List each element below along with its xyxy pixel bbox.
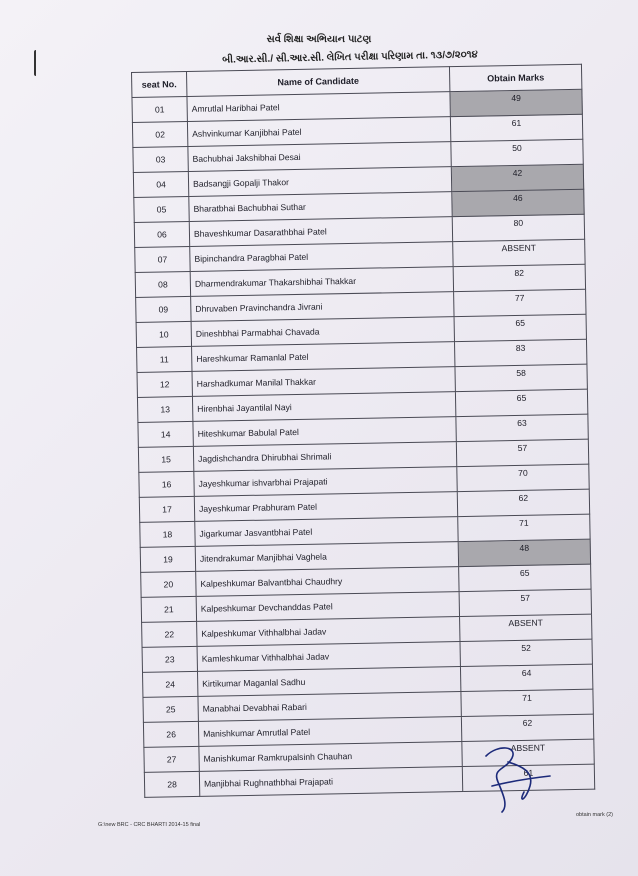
marks-cell: 42 <box>451 164 583 191</box>
seat-cell: 18 <box>140 521 195 547</box>
name-cell: Manabhai Devabhai Rabari <box>198 692 461 722</box>
name-cell: Dharmendrakumar Thakarshibhai Thakkar <box>190 267 453 297</box>
name-cell: Jitendrakumar Manjibhai Vaghela <box>195 542 458 572</box>
seat-cell: 11 <box>137 346 192 372</box>
marks-cell: 65 <box>454 314 586 341</box>
name-cell: Bipinchandra Paragbhai Patel <box>190 242 453 272</box>
name-cell: Manjibhai Rughnathbhai Prajapati <box>199 767 462 797</box>
seat-cell: 05 <box>134 196 189 222</box>
name-cell: Hiteshkumar Babulal Patel <box>193 417 456 447</box>
results-sheet <box>131 64 594 798</box>
marks-cell: 50 <box>451 139 583 166</box>
footer-sheet-name: obtain mark (2) <box>576 812 613 818</box>
seat-cell: 06 <box>134 221 189 247</box>
name-cell: Manishkumar Amrutlal Patel <box>198 717 461 747</box>
seat-cell: 25 <box>143 696 198 722</box>
name-cell: Ashvinkumar Kanjibhai Patel <box>187 117 450 147</box>
name-cell: Hareshkumar Ramanlal Patel <box>192 342 455 372</box>
name-cell: Kalpeshkumar Vithhalbhai Jadav <box>197 617 460 647</box>
marks-cell: 83 <box>454 339 586 366</box>
seat-cell: 02 <box>132 121 187 147</box>
marks-cell: ABSENT <box>462 739 594 766</box>
marks-cell: 49 <box>450 89 582 116</box>
seat-cell: 14 <box>138 421 193 447</box>
marks-cell: 48 <box>458 539 590 566</box>
name-cell: Bharatbhai Bachubhai Suthar <box>189 192 452 222</box>
marks-cell: 57 <box>459 589 591 616</box>
marks-cell: 58 <box>455 364 587 391</box>
marks-cell: 52 <box>460 639 592 666</box>
name-cell: Badsangji Gopalji Thakor <box>188 167 451 197</box>
name-cell: Kamleshkumar Vithhalbhai Jadav <box>197 642 460 672</box>
seat-cell: 08 <box>135 271 190 297</box>
name-cell: Manishkumar Ramkrupalsinh Chauhan <box>199 742 462 772</box>
header-subtitle: બી.આર.સી./ સી.આર.સી. લેખિત પરીક્ષા પરિણામ તા. ૧૩/૭/૨૦૧૪ <box>222 49 478 66</box>
seat-cell: 12 <box>137 371 192 397</box>
name-cell: Dineshbhai Parmabhai Chavada <box>191 317 454 347</box>
marks-cell: 70 <box>457 464 589 491</box>
name-cell: Bhaveshkumar Dasarathbhai Patel <box>189 217 452 247</box>
name-cell: Kalpeshkumar Devchanddas Patel <box>196 592 459 622</box>
seat-cell: 20 <box>141 571 196 597</box>
name-cell: Kalpeshkumar Balvantbhai Chaudhry <box>196 567 459 597</box>
marks-cell: 62 <box>461 714 593 741</box>
name-cell: Jayeshkumar ishvarbhai Prajapati <box>194 467 457 497</box>
marks-cell: 80 <box>452 214 584 241</box>
marks-cell: 61 <box>462 764 594 791</box>
name-cell: Jagdishchandra Dhirubhai Shrimali <box>193 442 456 472</box>
seat-header: seat No. <box>132 71 187 97</box>
header-title: સર્વ શિક્ષા અભિયાન પાટણ <box>266 34 372 45</box>
name-header: Name of Candidate <box>186 67 449 97</box>
marks-cell: 64 <box>460 664 592 691</box>
marks-cell: 63 <box>456 414 588 441</box>
seat-cell: 28 <box>144 771 199 797</box>
name-cell: Kirtikumar Maganlal Sadhu <box>197 667 460 697</box>
marks-cell: 77 <box>454 289 586 316</box>
name-cell: Jayeshkumar Prabhuram Patel <box>194 492 457 522</box>
seat-cell: 21 <box>141 596 196 622</box>
marks-cell: ABSENT <box>453 239 585 266</box>
marks-cell: 57 <box>456 439 588 466</box>
seat-cell: 17 <box>139 496 194 522</box>
marks-cell: 65 <box>459 564 591 591</box>
marks-cell: 61 <box>450 114 582 141</box>
seat-cell: 10 <box>136 321 191 347</box>
marks-cell: 62 <box>457 489 589 516</box>
seat-cell: 01 <box>132 96 187 122</box>
binding-mark <box>34 50 40 76</box>
seat-cell: 24 <box>143 671 198 697</box>
seat-cell: 19 <box>140 546 195 572</box>
seat-cell: 03 <box>133 146 188 172</box>
seat-cell: 27 <box>144 746 199 772</box>
seat-cell: 07 <box>135 246 190 272</box>
results-table <box>131 64 595 798</box>
seat-cell: 16 <box>139 471 194 497</box>
marks-cell: 46 <box>452 189 584 216</box>
name-cell: Harshadkumar Manilal Thakkar <box>192 367 455 397</box>
seat-cell: 15 <box>138 446 193 472</box>
seat-cell: 04 <box>133 171 188 197</box>
seat-cell: 13 <box>137 396 192 422</box>
seat-cell: 26 <box>143 721 198 747</box>
footer-file-path: G:\new BRC - CRC BHARTI 2014-15 final <box>98 822 201 828</box>
seat-cell: 23 <box>142 646 197 672</box>
name-cell: Jigarkumar Jasvantbhai Patel <box>195 517 458 547</box>
name-cell: Hirenbhai Jayantilal Nayi <box>192 392 455 422</box>
marks-cell: 82 <box>453 264 585 291</box>
marks-cell: 71 <box>458 514 590 541</box>
name-cell: Amrutlal Haribhai Patel <box>187 92 450 122</box>
name-cell: Bachubhai Jakshibhai Desai <box>188 142 451 172</box>
marks-header: Obtain Marks <box>449 64 581 91</box>
seat-cell: 09 <box>136 296 191 322</box>
marks-cell: 65 <box>455 389 587 416</box>
marks-cell: 71 <box>461 689 593 716</box>
marks-cell: ABSENT <box>460 614 592 641</box>
name-cell: Dhruvaben Pravinchandra Jivrani <box>191 292 454 322</box>
seat-cell: 22 <box>142 621 197 647</box>
signature <box>478 742 558 814</box>
